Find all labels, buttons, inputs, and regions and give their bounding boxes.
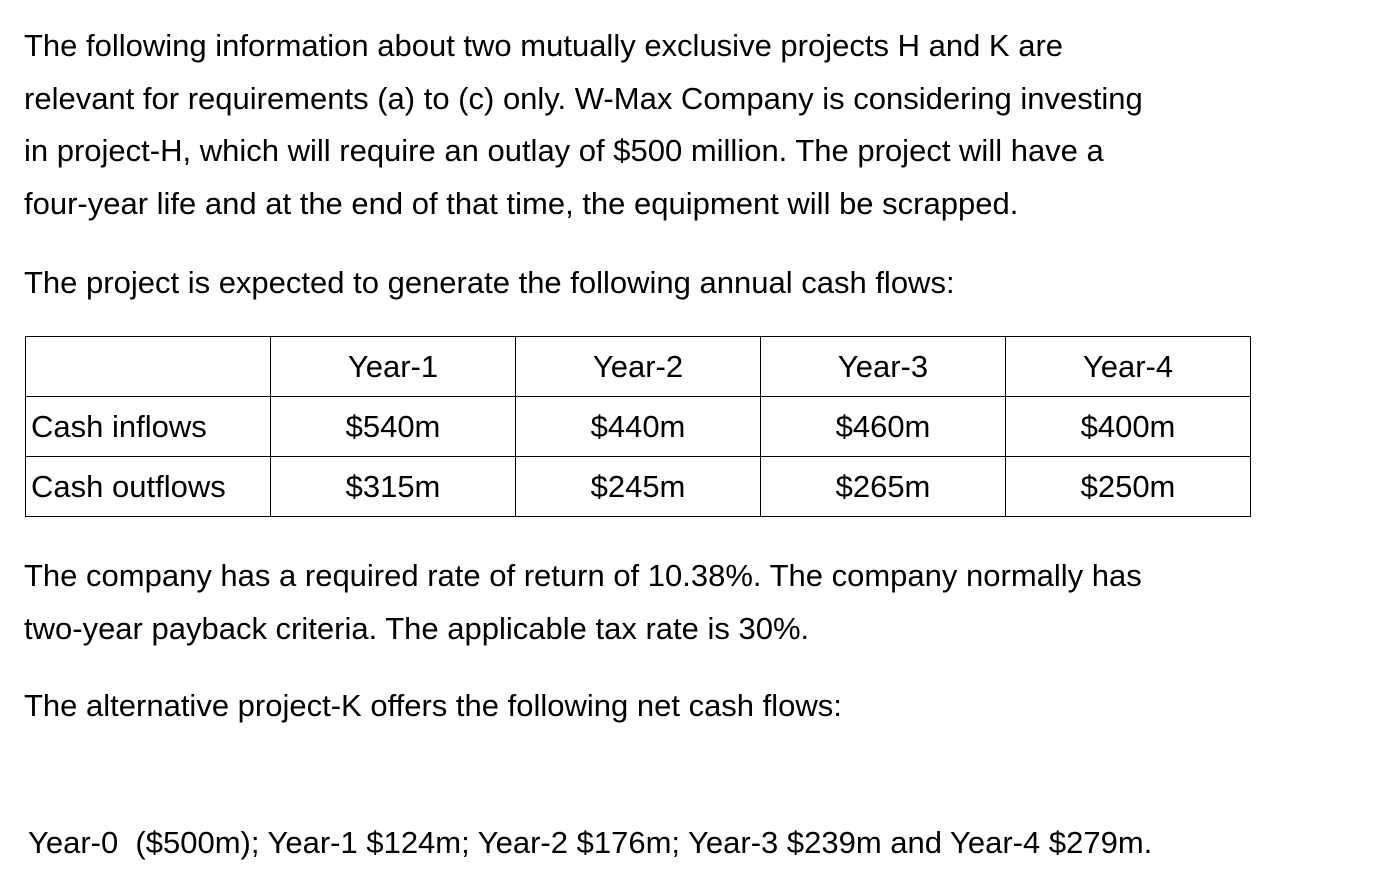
table-row — [26, 397, 1251, 457]
row-label: Cash inflows — [26, 397, 271, 457]
column-header: Year-1 — [271, 337, 516, 397]
table-corner-cell — [26, 337, 271, 397]
alternative-project-cash-flows: Year-0 ($500m); Year-1 $124m; Year-2 $176m; Year-3 $239m and Year-4 $279m. — [28, 825, 1153, 860]
intro-line: The following information about two mutually exclusive projects H and K are — [24, 28, 1064, 63]
table-cell: $250m — [1006, 457, 1251, 517]
intro-paragraph — [24, 20, 1324, 230]
rate-line: The company has a required rate of return of 10.38%. The company normally has — [24, 558, 1142, 593]
table-cell: $400m — [1006, 397, 1251, 457]
column-header: Year-2 — [516, 337, 761, 397]
rate-line: two-year payback criteria. The applicable tax rate is 30%. — [24, 610, 810, 646]
table-row — [26, 457, 1251, 517]
column-header: Year-3 — [761, 337, 1006, 397]
table-cell: $245m — [516, 457, 761, 517]
column-header: Year-4 — [1006, 337, 1251, 397]
table-cell: $440m — [516, 397, 761, 457]
cashflows-heading: The project is expected to generate the following annual cash flows: — [24, 265, 955, 300]
cash-flow-table — [25, 336, 1251, 517]
table-cell: $265m — [761, 457, 1006, 517]
table-cell: $315m — [271, 457, 516, 517]
intro-line: four-year life and at the end of that time, the equipment will be scrapped. — [24, 185, 1019, 221]
table-cell: $540m — [271, 397, 516, 457]
intro-line: relevant for requirements (a) to (c) only. W-Max Company is considering investing — [24, 80, 1143, 116]
row-label: Cash outflows — [26, 457, 271, 517]
table-header-row — [26, 337, 1251, 397]
intro-line: in project-H, which will require an outlay of $500 million. The project will have a — [24, 133, 1104, 168]
table-cell: $460m — [761, 397, 1006, 457]
alternative-project-heading: The alternative project-K offers the following net cash flows: — [24, 688, 842, 723]
rate-paragraph — [24, 550, 1324, 655]
